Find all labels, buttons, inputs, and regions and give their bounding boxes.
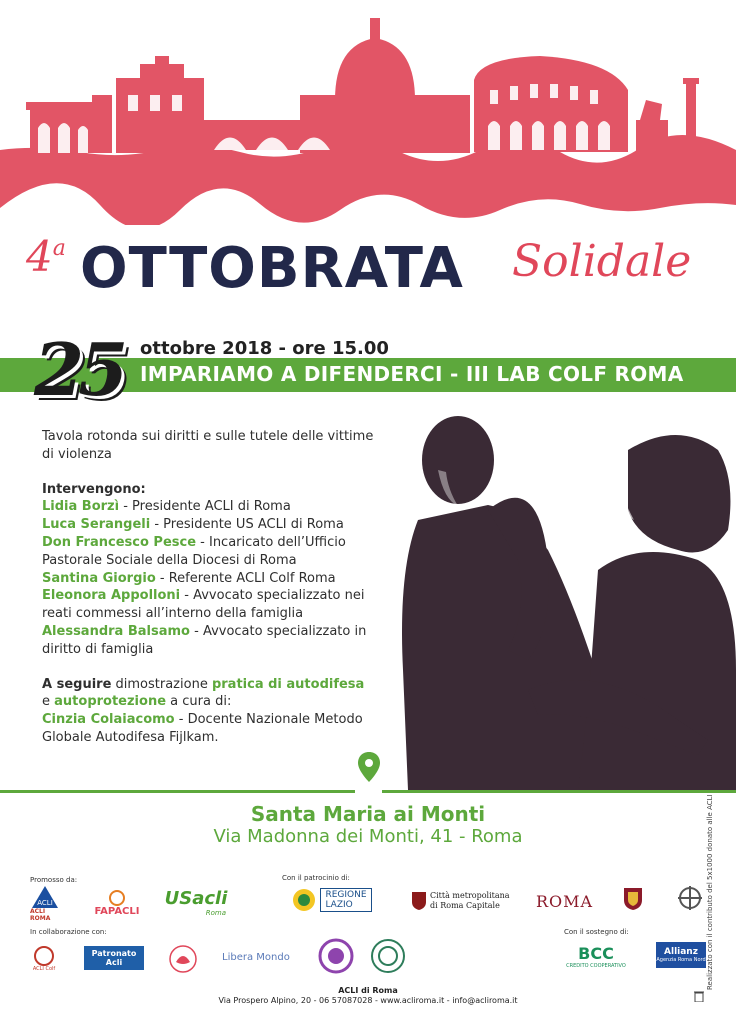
us-acli-logo: USacli Roma [164, 887, 228, 917]
promosso-label: Promosso da: [30, 876, 78, 884]
footer-contacts: Via Prospero Alpino, 20 - 06 57087028 - www.acliroma.it - info@acliroma.it [218, 996, 518, 1005]
fap-acli-icon [107, 890, 127, 906]
title-script: Solidale [512, 236, 692, 287]
event-day: 25 [34, 327, 123, 412]
citta-metropolitana-logo: Città metropolitana di Roma Capitale [412, 888, 522, 914]
speaker-6: Alessandra Balsamo - Avvocato specializzato in diritto di famiglia [42, 623, 367, 657]
patrocinio-label: Con il patrocinio di: [282, 874, 350, 882]
patronato-acli-logo: Patronato Acli [84, 946, 144, 970]
roma-logo: ROMA [536, 892, 594, 911]
title-ordinal: 4$^a$ [26, 232, 66, 281]
speaker-3: Don Francesco Pesce - Incaricato dell’Ufficio Pastorale Sociale della Diocesi di Roma [42, 534, 346, 568]
venue-address: Via Madonna dei Monti, 41 - Roma [213, 826, 523, 847]
acli-colf-icon [33, 946, 55, 966]
acli-roma-icon [32, 886, 58, 908]
libera-mondo-logo: Libera Mondo [222, 952, 290, 963]
footer-org: ACLI di Roma [338, 986, 398, 995]
allianz-logo: Allianz Agenzia Roma Nord [656, 942, 706, 968]
sostegno-label: Con il sostegno di: [564, 928, 629, 936]
purple-club-emblem-icon [318, 938, 354, 974]
speakers-label: Intervengono: [42, 481, 146, 497]
speaker-1: Lidia Borzì - Presidente ACLI di Roma [42, 499, 291, 515]
venue-name: Santa Maria ai Monti [250, 802, 486, 826]
svg-text:ACLI: ACLI [37, 899, 53, 907]
citta-metropolitana-shield-icon [412, 892, 426, 910]
self-defense-illustration [378, 410, 736, 790]
speaker-2: Luca Serangeli - Presidente US ACLI di Roma [42, 517, 344, 533]
speaker-4: Santina Giorgio - Referente ACLI Colf Roma [42, 570, 336, 586]
speaker-5: Eleonora Appolloni - Avvocato specializzato nei reati commessi all’interno della famiglia [42, 588, 365, 622]
regione-lazio-emblem-icon [292, 888, 316, 912]
fap-acli-logo: FAPACLI [92, 886, 142, 920]
bcc-logo: BCC CREDITO COOPERATIVO [566, 943, 626, 969]
roma-shield-icon [624, 888, 642, 910]
acli-roma-logo: ACLI ACLI ROMA [30, 886, 60, 922]
divider-right [382, 790, 736, 793]
title-main: OTTOBRATA [80, 236, 464, 301]
regione-lazio-logo: REGIONE LAZIO [282, 886, 382, 914]
divider-left [0, 790, 355, 793]
green-club-emblem-icon [370, 938, 406, 974]
event-description [42, 428, 377, 747]
intro-text: Tavola rotonda sui diritti e sulle tutele delle vittime di violenza [42, 429, 374, 462]
instructor: Cinzia Colaiacomo - Docente Nazionale Metodo Globale Autodifesa Fijlkam. [42, 712, 363, 745]
vertical-note: Realizzato con il contributo del 5x1000 donato alle ACLI [706, 794, 714, 990]
acli-colf-logo: ACLI Colf [30, 944, 58, 974]
collaborazione-label: In collaborazione con: [30, 928, 107, 936]
rome-skyline-illustration [0, 0, 736, 225]
lotus-association-icon [168, 944, 198, 974]
event-date-time: ottobre 2018 - ore 15.00 [140, 338, 389, 359]
event-headline: IMPARIAMO A DIFENDERCI - III LAB COLF ROMA [140, 362, 684, 386]
vatican-emblem-icon [676, 884, 704, 912]
follow-up-text: A seguire dimostrazione pratica di autodifesa e autoprotezione a cura di: [42, 676, 365, 710]
location-pin-icon [358, 752, 380, 782]
